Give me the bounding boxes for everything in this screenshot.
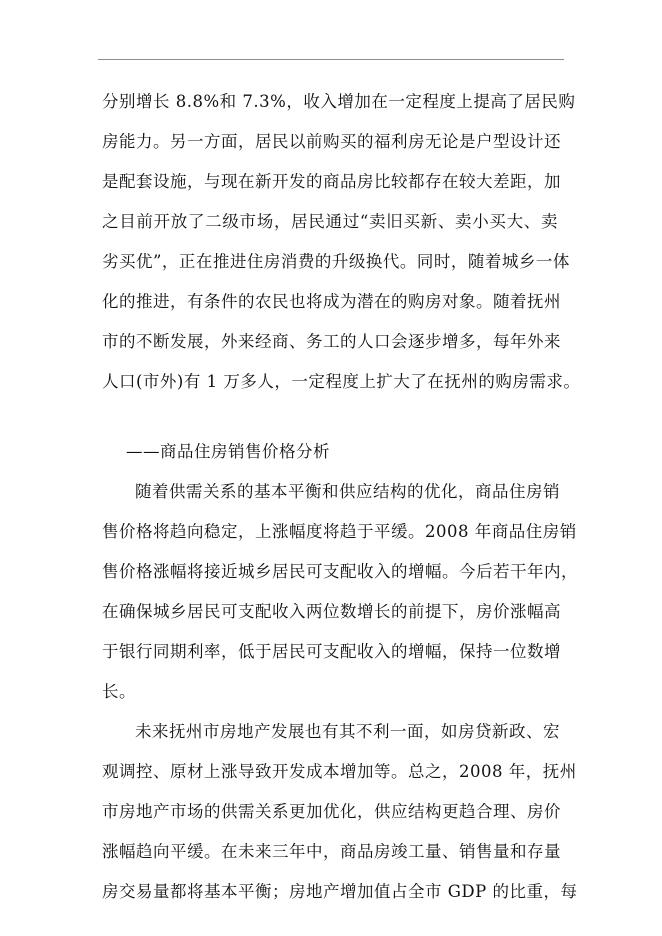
paragraph-outlook bbox=[102, 712, 578, 912]
text-line: 化的推进，有条件的农民也将成为潜在的购房对象。随着抚州 bbox=[102, 292, 561, 311]
text-line: 市的不断发展，外来经商、务工的人口会逐步增多，每年外来 bbox=[102, 332, 561, 351]
text-line: 未来抚州市房地产发展也有其不利一面，如房贷新政、宏 bbox=[135, 722, 560, 741]
text-line: 随着供需关系的基本平衡和供应结构的优化，商品住房销 bbox=[135, 482, 560, 501]
text-line: 是配套设施，与现在新开发的商品房比较都存在较大差距，加 bbox=[102, 172, 561, 191]
text-line: 售价格涨幅将接近城乡居民可支配收入的增幅。今后若干年内， bbox=[102, 562, 578, 581]
text-line: 之目前开放了二级市场，居民通过“卖旧买新、卖小买大、卖 bbox=[102, 212, 558, 231]
text-line: 售价格将趋向稳定，上涨幅度将趋于平缓。2008 年商品住房销 bbox=[102, 522, 577, 541]
text-line: 人口(市外)有 1 万多人，一定程度上扩大了在抚州的购房需求。 bbox=[102, 372, 581, 391]
text-line: 房交易量都将基本平衡；房地产增加值占全市 GDP 的比重，每 bbox=[102, 882, 578, 901]
document-body bbox=[102, 82, 581, 912]
paragraph-price-analysis bbox=[102, 472, 578, 712]
text-line: 市房地产市场的供需关系更加优化，供应结构更趋合理、房价 bbox=[102, 802, 561, 821]
section-heading: ——商品住房销售价格分析 bbox=[126, 442, 330, 461]
text-line: 在确保城乡居民可支配收入两位数增长的前提下，房价涨幅高 bbox=[102, 602, 561, 621]
text-line: 于银行同期利率，低于居民可支配收入的增幅，保持一位数增 bbox=[102, 642, 561, 661]
header-rule bbox=[98, 59, 564, 60]
text-line: 分别增长 8.8%和 7.3%，收入增加在一定程度上提高了居民购 bbox=[102, 92, 576, 111]
text-line: 涨幅趋向平缓。在未来三年中，商品房竣工量、销售量和存量 bbox=[102, 842, 561, 861]
text-line: 长。 bbox=[102, 682, 136, 701]
text-line: 观调控、原材上涨导致开发成本增加等。总之，2008 年，抚州 bbox=[102, 762, 577, 781]
text-line: 劣买优”，正在推进住房消费的升级换代。同时，随着城乡一体 bbox=[102, 252, 570, 271]
paragraph-gap bbox=[102, 402, 558, 432]
text-line: 房能力。另一方面，居民以前购买的福利房无论是户型设计还 bbox=[102, 132, 561, 151]
paragraph-demand bbox=[102, 82, 581, 402]
